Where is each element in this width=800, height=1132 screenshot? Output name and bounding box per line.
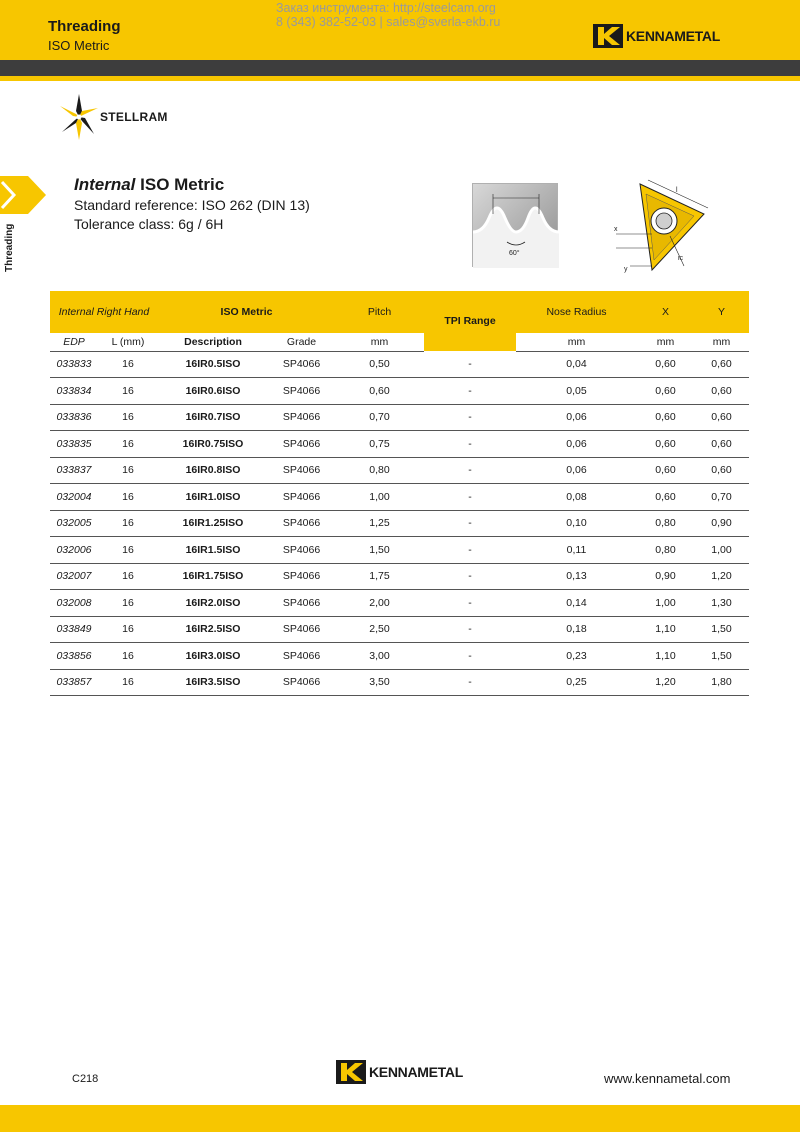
subheader-pitch-unit: mm [335, 333, 424, 351]
cell-edp: 033834 [50, 378, 98, 405]
cell-grade: SP4066 [268, 351, 335, 378]
table-group-header [50, 291, 749, 333]
cell-pitch: 0,80 [335, 457, 424, 484]
header-subtitle: ISO Metric [48, 38, 110, 53]
iso-metric-table [50, 291, 749, 696]
cell-edp: 033857 [50, 669, 98, 696]
cell-x: 1,20 [637, 669, 694, 696]
header-tpi-range: TPI Range [424, 291, 516, 351]
cell-pitch: 1,50 [335, 537, 424, 564]
kennametal-wordmark: KENNAMETAL [369, 1064, 463, 1080]
side-tab-label: Threading [4, 223, 15, 272]
table-row [50, 431, 749, 458]
cell-edp: 033856 [50, 643, 98, 670]
cell-grade: SP4066 [268, 484, 335, 511]
cell-edp: 032008 [50, 590, 98, 617]
cell-x: 1,10 [637, 616, 694, 643]
cell-tpi: - [424, 404, 516, 431]
cell-edp: 032006 [50, 537, 98, 564]
cell-edp: 033849 [50, 616, 98, 643]
cell-tpi: - [424, 378, 516, 405]
cell-l: 16 [98, 616, 158, 643]
insert-label-y: y [624, 266, 628, 273]
header-iso-metric: ISO Metric [158, 291, 335, 333]
cell-description: 16IR2.5ISO [158, 616, 268, 643]
cell-pitch: 2,00 [335, 590, 424, 617]
order-line-contact[interactable]: 8 (343) 382-52-03 | sales@sverla-ekb.ru [276, 15, 501, 29]
cell-l: 16 [98, 431, 158, 458]
kennametal-k-icon [336, 1060, 366, 1084]
stellram-wordmark: STELLRAM [100, 110, 168, 124]
table-row [50, 643, 749, 670]
table-row [50, 563, 749, 590]
cell-y: 0,60 [694, 457, 749, 484]
cell-y: 0,60 [694, 431, 749, 458]
cell-description: 16IR0.75ISO [158, 431, 268, 458]
order-line-url[interactable]: Заказ инструмента: http://steelcam.org [276, 1, 496, 15]
cell-grade: SP4066 [268, 510, 335, 537]
cell-pitch: 1,75 [335, 563, 424, 590]
cell-tpi: - [424, 563, 516, 590]
header-x: X [637, 291, 694, 333]
cell-edp: 032005 [50, 510, 98, 537]
kennametal-logo-footer [336, 1060, 463, 1084]
cell-grade: SP4066 [268, 563, 335, 590]
cell-l: 16 [98, 484, 158, 511]
cell-nose-radius: 0,08 [516, 484, 637, 511]
cell-grade: SP4066 [268, 616, 335, 643]
cell-y: 0,60 [694, 404, 749, 431]
cell-pitch: 3,00 [335, 643, 424, 670]
cell-pitch: 0,70 [335, 404, 424, 431]
kennametal-wordmark: KENNAMETAL [626, 28, 720, 44]
thread-profile-image [472, 183, 558, 267]
section-title [74, 175, 224, 195]
section-title-rest: ISO Metric [135, 175, 225, 194]
cell-grade: SP4066 [268, 537, 335, 564]
cell-x: 1,00 [637, 590, 694, 617]
cell-x: 0,60 [637, 431, 694, 458]
cell-l: 16 [98, 643, 158, 670]
cell-tpi: - [424, 510, 516, 537]
cell-y: 1,80 [694, 669, 749, 696]
cell-l: 16 [98, 590, 158, 617]
cell-x: 0,60 [637, 378, 694, 405]
cell-tpi: - [424, 351, 516, 378]
website-link[interactable]: www.kennametal.com [604, 1071, 731, 1086]
cell-x: 0,80 [637, 537, 694, 564]
subheader-y-unit: mm [694, 333, 749, 351]
cell-pitch: 2,50 [335, 616, 424, 643]
cell-description: 16IR1.75ISO [158, 563, 268, 590]
cell-x: 0,60 [637, 457, 694, 484]
cell-grade: SP4066 [268, 457, 335, 484]
cell-edp: 032004 [50, 484, 98, 511]
cell-pitch: 0,75 [335, 431, 424, 458]
header-y: Y [694, 291, 749, 333]
table-row [50, 378, 749, 405]
table-row [50, 457, 749, 484]
cell-edp: 033833 [50, 351, 98, 378]
table-sub-header [50, 333, 749, 351]
cell-tpi: - [424, 537, 516, 564]
thread-angle-label: 60° [509, 250, 520, 257]
cell-tpi: - [424, 590, 516, 617]
cell-nose-radius: 0,05 [516, 378, 637, 405]
cell-description: 16IR2.0ISO [158, 590, 268, 617]
cell-l: 16 [98, 404, 158, 431]
cell-pitch: 0,60 [335, 378, 424, 405]
insert-label-ic: ic [678, 255, 684, 262]
table-row [50, 616, 749, 643]
table-row [50, 669, 749, 696]
stellram-star-icon [60, 94, 98, 140]
cell-x: 1,10 [637, 643, 694, 670]
stellram-logo [60, 94, 168, 140]
cell-description: 16IR0.8ISO [158, 457, 268, 484]
insert-diagram [612, 176, 712, 276]
order-contact [276, 1, 500, 29]
table-row [50, 484, 749, 511]
cell-tpi: - [424, 431, 516, 458]
cell-x: 0,60 [637, 484, 694, 511]
cell-pitch: 3,50 [335, 669, 424, 696]
cell-edp: 033837 [50, 457, 98, 484]
page-number: C218 [72, 1073, 99, 1085]
cell-l: 16 [98, 537, 158, 564]
cell-grade: SP4066 [268, 404, 335, 431]
cell-y: 0,70 [694, 484, 749, 511]
header-nose-radius: Nose Radius [516, 291, 637, 333]
cell-grade: SP4066 [268, 378, 335, 405]
cell-l: 16 [98, 563, 158, 590]
cell-nose-radius: 0,06 [516, 431, 637, 458]
cell-l: 16 [98, 351, 158, 378]
cell-nose-radius: 0,10 [516, 510, 637, 537]
header-pitch: Pitch [335, 291, 424, 333]
cell-grade: SP4066 [268, 669, 335, 696]
cell-nose-radius: 0,13 [516, 563, 637, 590]
subheader-l: L (mm) [98, 333, 158, 351]
subheader-x-unit: mm [637, 333, 694, 351]
cell-grade: SP4066 [268, 643, 335, 670]
cell-l: 16 [98, 457, 158, 484]
cell-x: 0,60 [637, 351, 694, 378]
subheader-description: Description [158, 333, 268, 351]
table-row [50, 351, 749, 378]
table-row [50, 537, 749, 564]
cell-x: 0,60 [637, 404, 694, 431]
cell-l: 16 [98, 669, 158, 696]
cell-pitch: 0,50 [335, 351, 424, 378]
cell-tpi: - [424, 484, 516, 511]
tolerance-class: Tolerance class: 6g / 6H [74, 216, 224, 232]
header-title: Threading [48, 18, 121, 35]
kennametal-logo-header [593, 24, 720, 48]
table-body [50, 351, 749, 696]
cell-tpi: - [424, 457, 516, 484]
cell-description: 16IR1.25ISO [158, 510, 268, 537]
cell-tpi: - [424, 616, 516, 643]
cell-nose-radius: 0,18 [516, 616, 637, 643]
cell-l: 16 [98, 510, 158, 537]
cell-tpi: - [424, 669, 516, 696]
cell-grade: SP4066 [268, 431, 335, 458]
header-internal-right-hand: Internal Right Hand [50, 291, 158, 333]
cell-nose-radius: 0,11 [516, 537, 637, 564]
cell-y: 0,60 [694, 351, 749, 378]
cell-description: 16IR3.5ISO [158, 669, 268, 696]
cell-x: 0,80 [637, 510, 694, 537]
cell-description: 16IR1.5ISO [158, 537, 268, 564]
cell-pitch: 1,00 [335, 484, 424, 511]
section-title-italic: Internal [74, 175, 136, 194]
cell-x: 0,90 [637, 563, 694, 590]
cell-y: 1,50 [694, 643, 749, 670]
cell-y: 1,50 [694, 616, 749, 643]
cell-y: 0,90 [694, 510, 749, 537]
cell-edp: 033836 [50, 404, 98, 431]
standard-reference: Standard reference: ISO 262 (DIN 13) [74, 197, 310, 213]
cell-y: 1,20 [694, 563, 749, 590]
header-dark-band [0, 60, 800, 76]
cell-description: 16IR0.7ISO [158, 404, 268, 431]
cell-grade: SP4066 [268, 590, 335, 617]
cell-nose-radius: 0,06 [516, 457, 637, 484]
cell-nose-radius: 0,14 [516, 590, 637, 617]
cell-description: 16IR3.0ISO [158, 643, 268, 670]
table-row [50, 590, 749, 617]
insert-label-l: l [676, 187, 678, 194]
side-tab-arrow [0, 176, 46, 214]
cell-edp: 032007 [50, 563, 98, 590]
cell-nose-radius: 0,04 [516, 351, 637, 378]
subheader-grade: Grade [268, 333, 335, 351]
cell-description: 16IR1.0ISO [158, 484, 268, 511]
cell-l: 16 [98, 378, 158, 405]
cell-nose-radius: 0,25 [516, 669, 637, 696]
cell-description: 16IR0.6ISO [158, 378, 268, 405]
table-row [50, 404, 749, 431]
kennametal-k-icon [593, 24, 623, 48]
cell-description: 16IR0.5ISO [158, 351, 268, 378]
table-row [50, 510, 749, 537]
cell-pitch: 1,25 [335, 510, 424, 537]
cell-y: 0,60 [694, 378, 749, 405]
cell-tpi: - [424, 643, 516, 670]
cell-y: 1,00 [694, 537, 749, 564]
cell-nose-radius: 0,06 [516, 404, 637, 431]
cell-y: 1,30 [694, 590, 749, 617]
header-accent-line [0, 76, 800, 81]
subheader-nose-unit: mm [516, 333, 637, 351]
cell-nose-radius: 0,23 [516, 643, 637, 670]
subheader-edp: EDP [50, 333, 98, 351]
footer-band [0, 1105, 800, 1132]
insert-label-x: x [614, 226, 618, 233]
cell-edp: 033835 [50, 431, 98, 458]
